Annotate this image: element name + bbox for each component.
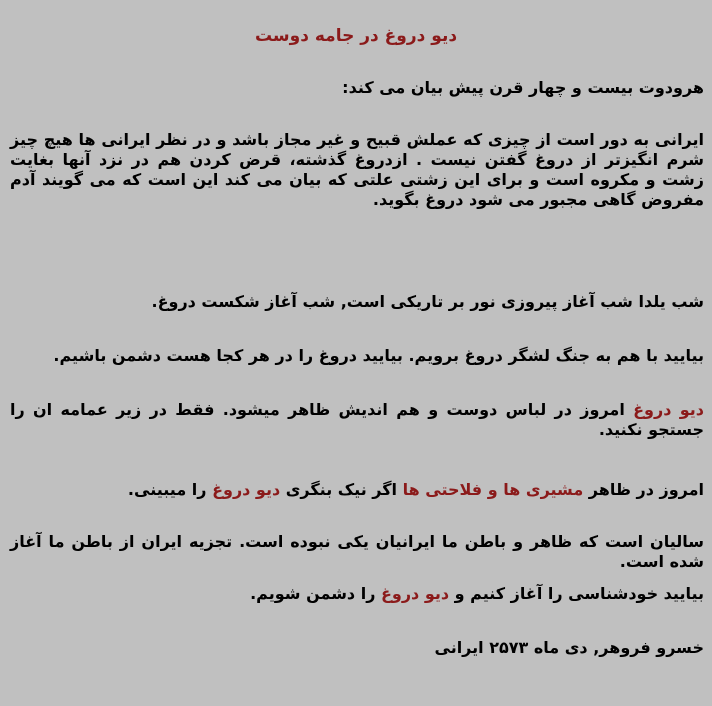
today-highlight-div: دیو دروغ	[212, 480, 281, 499]
call-to-war-paragraph: بیایید با هم به جنگ لشگر دروغ برویم. بیایید دروغ را در هر کجا هست دشمن باشیم.	[53, 346, 704, 365]
signature: خسرو فروهر, دی ماه ۲۵۷۳ ایرانی	[434, 638, 704, 657]
div-highlight: دیو دروغ	[633, 400, 704, 419]
today-paragraph	[10, 480, 704, 500]
self-knowledge-paragraph	[10, 584, 704, 604]
self-knowledge-text-2: را دشمن شویم.	[250, 584, 381, 603]
page-title: دیو دروغ در جامه دوست	[254, 26, 458, 46]
years-paragraph: سالیان است که ظاهر و باطن ما ایرانیان یکی نبوده است. تجزیه ایران از باطن ما آغاز شده است.	[10, 532, 704, 571]
div-paragraph-text: امروز در لباس دوست و هم اندیش ظاهر میشود. فقط در زیر عمامه ان را جستجو نکنید.	[10, 400, 704, 439]
div-paragraph	[10, 400, 704, 440]
self-knowledge-text-1: بیایید خودشناسی را آغاز کنیم و	[449, 584, 704, 603]
self-knowledge-highlight: دیو دروغ	[380, 584, 450, 603]
today-text-2: اگر نیک بنگری	[280, 480, 403, 499]
today-text-1: امروز در ظاهر	[583, 480, 704, 499]
intro-line: هرودوت بیست و چهار قرن پیش بیان می کند:	[342, 78, 704, 97]
today-text-3: را میبینی.	[127, 480, 213, 499]
today-highlight-names: مشیری ها و فلاحتی ها	[402, 480, 584, 499]
yalda-paragraph: شب یلدا شب آغاز پیروزی نور بر تاریکی است, شب آغاز شکست دروغ.	[151, 292, 704, 311]
herodotus-quote-paragraph: ایرانی به دور است از چیزی که عملش قبیح و غیر مجاز باشد و در نظر ایرانی ها هیچ چیز شرم انگیزتر از دروغ گفتن نیست . ازدروغ گذشته، قرض کردن هم در نزد آنها بغایت زشت و مکروه است و برای این زشتی علتی که بیان می کند این است که می گویند آدم مفروض گاهی مجبور می شود دروغ بگوید.	[10, 130, 704, 209]
